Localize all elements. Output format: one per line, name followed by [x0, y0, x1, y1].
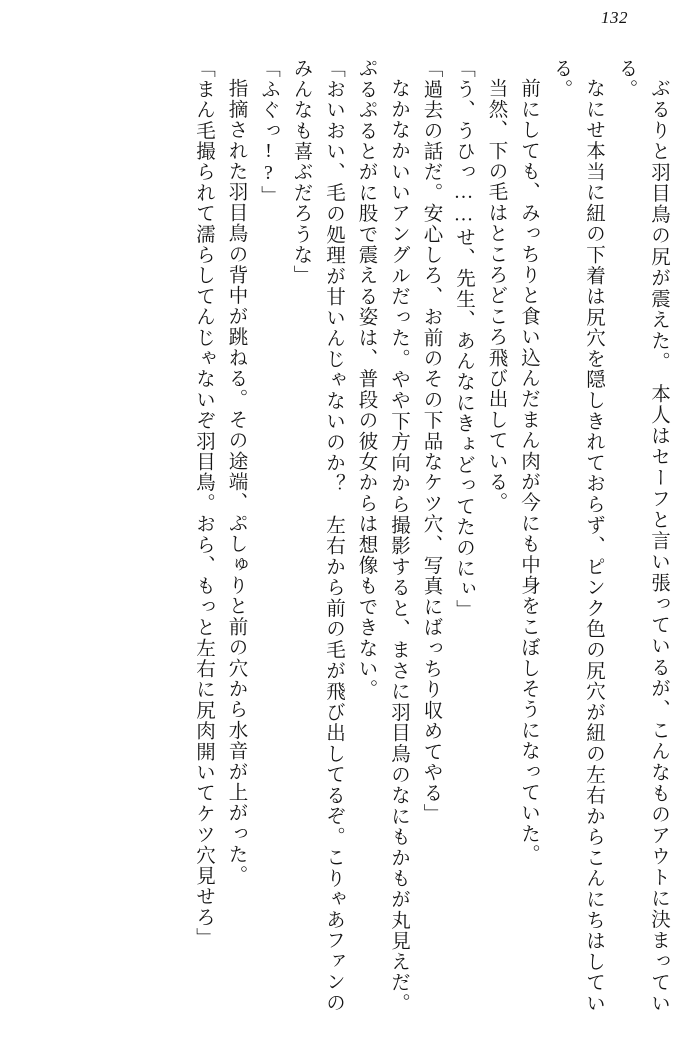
- paragraph-dialogue: 「おいおい、毛の処理が甘いんじゃないのか？ 左右から前の毛が飛び出してるぞ。こりゃあファンのみんなも喜ぶだろうな」: [290, 58, 344, 1013]
- paragraph: なにせ本当に紐の下着は尻穴を隠しきれておらず、ピンク色の尻穴が紐の左右からこんにちはしている。: [550, 58, 604, 1013]
- paragraph: 指摘された羽目鳥の背中が跳ねる。その途端、ぷしゅりと前の穴から水音が上がった。: [225, 77, 247, 885]
- body-text-column: [26, 58, 674, 1013]
- paragraph: 当然、下の毛はところどころ飛び出している。: [485, 77, 507, 513]
- page-number: 132: [601, 8, 628, 27]
- paragraph-dialogue: 「ふぐっ!?」: [258, 58, 279, 206]
- paragraph-dialogue: 「う、うひっ……せ、先生、あんなにきょどってたのにぃ」: [453, 58, 474, 620]
- paragraph: ぶるりと羽目鳥の尻が震えた。 本人はセーフと言い張っているが、こんなものアウトに決まっている。: [615, 58, 669, 1013]
- paragraph-dialogue: 「まん毛撮られて濡らしてんじゃないぞ羽目鳥。おら、もっと左右に尻肉開いてケツ穴見せろ」: [193, 58, 214, 949]
- paragraph: なかなかいいアングルだった。やや下方向から撮影すると、まさに羽目鳥のなにもかもが丸見えだ。ぷるぷるとがに股で震える姿は、普段の彼女からは想像もできない。: [355, 58, 409, 1013]
- paragraph-dialogue: 「過去の話だ。安心しろ、お前のその下品なケツ穴、写真にばっちり収めてやる」: [420, 58, 442, 824]
- paragraph: 前にしても、みっちりと食い込んだまん肉が今にも中身をこぼしそうになっていた。: [518, 77, 539, 865]
